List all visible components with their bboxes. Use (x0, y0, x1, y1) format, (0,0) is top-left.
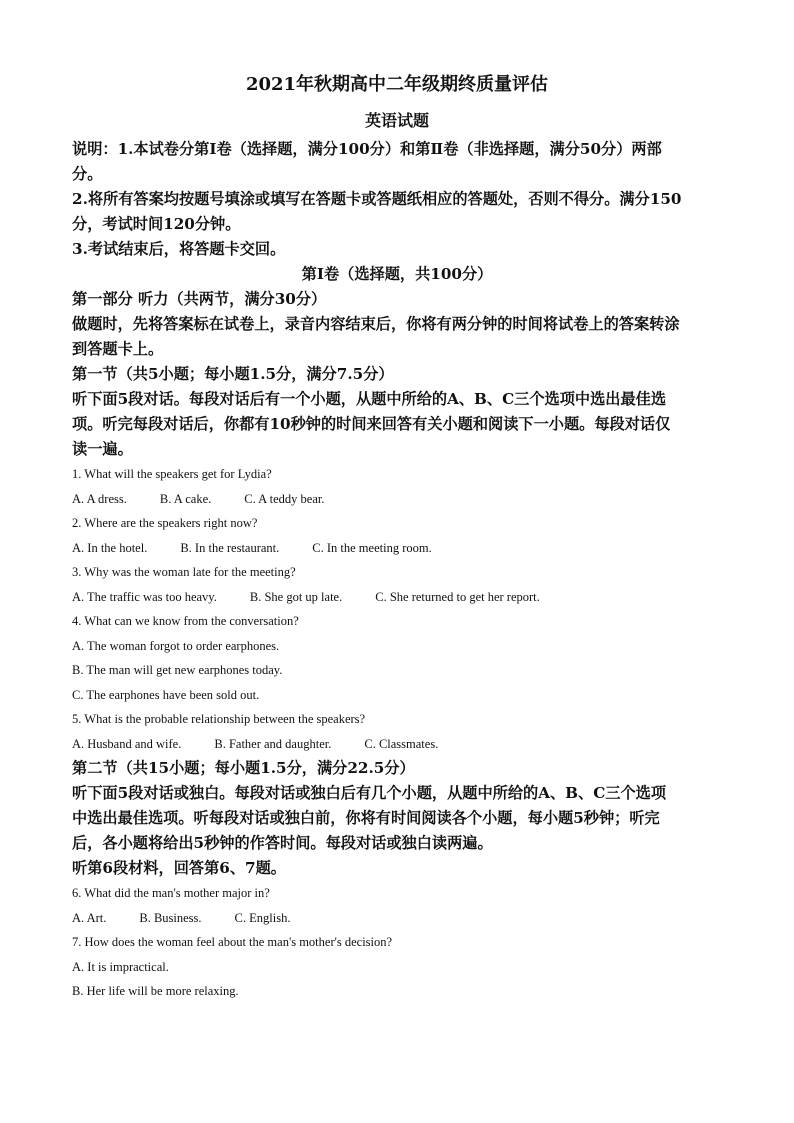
section-directions: 后，各小题将给出5秒钟的作答时间。每段对话或独白读两遍。 (72, 834, 493, 852)
instruction-line: 说明：1.本试卷分第Ⅰ卷（选择题，满分100分）和第Ⅱ卷（非选择题，满分50分）两部 (72, 140, 662, 158)
option: A. Art. (72, 910, 107, 925)
instruction-line: 3.考试结束后，将答题卡交回。 (72, 240, 286, 258)
option: A. In the hotel. (72, 540, 148, 555)
option: A. It is impractical. (72, 959, 169, 974)
section-directions: 项。听完每段对话后，你都有10秒钟的时间来回答有关小题和阅读下一小题。每段对话仅 (72, 415, 671, 433)
question-stem: 2. Where are the speakers right now? (72, 516, 258, 530)
section-directions: 听下面5段对话或独白。每段对话或独白后有几个小题，从题中所给的A、B、C三个选项 (72, 784, 667, 802)
part-title: 第一部分 听力（共两节，满分30分） (72, 290, 327, 308)
option: B. Father and daughter. (214, 736, 332, 751)
question-stem: 7. How does the woman feel about the man's mother's decision? (72, 935, 393, 949)
option: C. In the meeting room. (312, 540, 432, 555)
part-directions: 到答题卡上。 (72, 340, 164, 358)
section-title: 第二节（共15小题；每小题1.5分，满分22.5分） (72, 759, 415, 777)
option: A. The traffic was too heavy. (72, 589, 217, 604)
question-stem: 6. What did the man's mother major in? (72, 886, 270, 900)
option: B. Business. (139, 910, 202, 925)
option: A. The woman forgot to order earphones. (72, 638, 280, 653)
options-row (72, 487, 722, 512)
option: A. A dress. (72, 491, 127, 506)
option: B. A cake. (159, 491, 212, 506)
exam-page (72, 70, 722, 1004)
option: B. In the restaurant. (180, 540, 280, 555)
option: B. She got up late. (249, 589, 343, 604)
instruction-line: 2.将所有答案均按题号填涂或填写在答题卡或答题纸相应的答题处，否则不得分。满分150 (72, 190, 682, 208)
volume-title: 第Ⅰ卷（选择题，共100分） (301, 265, 493, 283)
options-row (72, 906, 722, 931)
options-row (72, 585, 722, 610)
instruction-line: 分。 (72, 165, 103, 183)
section-directions: 中选出最佳选项。听每段对话或独白前，你将有时间阅读各个小题，每小题5秒钟；听完 (72, 809, 660, 827)
part-directions: 做题时，先将答案标在试卷上，录音内容结束后，你将有两分钟的时间将试卷上的答案转涂 (72, 315, 680, 333)
option: A. Husband and wife. (72, 736, 182, 751)
exam-subtitle: 英语试题 (364, 111, 429, 130)
options-row (72, 732, 722, 757)
section-directions: 读一遍。 (72, 440, 133, 458)
option: B. The man will get new earphones today. (72, 663, 283, 677)
option: C. English. (234, 910, 291, 925)
question-stem: 3. Why was the woman late for the meeting? (72, 565, 296, 579)
option: C. She returned to get her report. (375, 589, 540, 604)
instruction-line: 分，考试时间120分钟。 (72, 215, 241, 233)
question-stem: 1. What will the speakers get for Lydia? (72, 467, 272, 481)
option: C. Classmates. (364, 736, 439, 751)
option: C. The earphones have been sold out. (72, 687, 260, 702)
section-title: 第一节（共5小题；每小题1.5分，满分7.5分） (72, 365, 394, 383)
option: C. A teddy bear. (244, 491, 325, 506)
option: B. Her life will be more relaxing. (72, 984, 239, 998)
exam-title: 2021年秋期高中二年级期终质量评估 (245, 74, 549, 95)
options-row (72, 536, 722, 561)
question-stem: 5. What is the probable relationship between the speakers? (72, 712, 366, 726)
section-directions: 听下面5段对话。每段对话后有一个小题，从题中所给的A、B、C三个选项中选出最佳选 (72, 390, 667, 408)
material-heading: 听第6段材料，回答第6、7题。 (72, 859, 286, 877)
question-stem: 4. What can we know from the conversation? (72, 614, 299, 628)
